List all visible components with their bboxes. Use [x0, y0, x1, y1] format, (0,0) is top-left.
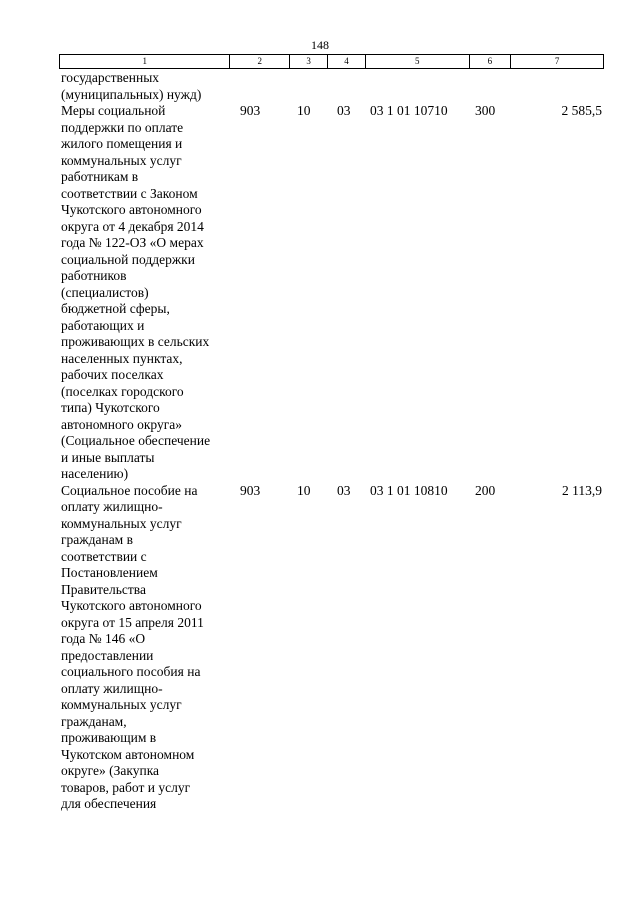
text-line: и иные выплаты	[61, 449, 155, 465]
page-number: 148	[311, 38, 329, 52]
text-line: Чукотского автономного	[61, 598, 202, 613]
text-line: гражданам,	[61, 713, 127, 729]
header-col-4: 4	[328, 55, 366, 68]
row-ministry-code: 903	[240, 482, 261, 498]
continuation-row	[59, 70, 604, 103]
header-col-5: 5	[366, 55, 470, 68]
row-target-article: 03 1 01 10710	[370, 103, 448, 118]
text-line: Меры социальной	[61, 103, 166, 118]
text-line: Постановлением	[61, 565, 158, 580]
row-section: 10	[297, 103, 311, 118]
table-body	[59, 70, 604, 813]
row-subsection: 03	[337, 103, 351, 118]
header-col-3: 3	[290, 55, 328, 68]
text-line: для обеспечения	[61, 796, 157, 811]
text-line: года № 122-ОЗ «О мерах	[61, 235, 204, 250]
text-line: социального пособия на	[61, 664, 201, 679]
row-subsection: 03	[337, 482, 351, 498]
text-line: населенных пунктах,	[61, 350, 183, 366]
text-line: поддержки по оплате	[61, 119, 184, 135]
row-expense-type: 200	[475, 482, 496, 498]
row-amount: 2 585,5	[561, 103, 602, 118]
text-line: округе» (Закупка	[61, 763, 160, 778]
text-line: округа от 4 декабря 2014	[61, 218, 204, 234]
text-line: оплату жилищно-	[61, 680, 163, 696]
text-line: соответствии с	[61, 548, 147, 564]
text-line: года № 146 «О	[61, 631, 146, 646]
row-name	[59, 483, 230, 813]
header-col-7: 7	[554, 56, 560, 66]
row-section: 10	[297, 482, 311, 498]
text-line: населению)	[61, 466, 129, 481]
text-line: Чукотском автономном	[61, 746, 195, 762]
text-line: типа) Чукотского	[61, 400, 160, 415]
text-line: Социальное пособие на	[61, 482, 198, 498]
text-line: предоставлении	[61, 647, 154, 663]
text-line: коммунальных услуг	[61, 697, 182, 712]
text-line: (поселках городского	[61, 383, 184, 399]
text-line: работающих и	[61, 317, 145, 333]
row-amount: 2 113,9	[562, 482, 602, 498]
text-line: оплату жилищно-	[61, 499, 163, 514]
header-col-1: 1	[60, 55, 230, 68]
text-line: Правительства	[61, 581, 146, 597]
text-line: коммунальных услуг	[61, 152, 182, 168]
text-line: рабочих поселках	[61, 367, 164, 382]
text-line: социальной поддержки	[61, 251, 195, 267]
table-row	[59, 483, 604, 813]
row-name	[59, 103, 230, 483]
text-line: соответствии с Законом	[61, 185, 198, 201]
text-line: (Социальное обеспечение	[61, 433, 211, 448]
header-col-6: 6	[470, 55, 512, 68]
text-line: товаров, работ и услуг	[61, 779, 191, 795]
text-line: Чукотского автономного	[61, 202, 202, 217]
row-target-article: 03 1 01 10810	[370, 482, 448, 498]
text-line: бюджетной сферы,	[61, 301, 170, 316]
text-line: автономного округа»	[61, 416, 182, 432]
header-col-2: 2	[230, 55, 290, 68]
text-line: государственных	[61, 70, 160, 85]
row-ministry-code: 903	[240, 103, 261, 118]
text-line: работникам в	[61, 169, 139, 184]
text-line: гражданам в	[61, 532, 133, 547]
text-line: (специалистов)	[61, 284, 149, 300]
text-line: округа от 15 апреля 2011	[61, 614, 204, 630]
table-header	[59, 54, 604, 69]
continuation-text	[59, 70, 230, 103]
table-row	[59, 103, 604, 483]
text-line: проживающим в	[61, 730, 157, 745]
text-line: жилого помещения и	[61, 136, 183, 151]
text-line: (муниципальных) нужд)	[61, 86, 202, 102]
row-expense-type: 300	[475, 103, 496, 118]
text-line: коммунальных услуг	[61, 515, 182, 531]
text-line: проживающих в сельских	[61, 334, 210, 349]
text-line: работников	[61, 268, 127, 283]
